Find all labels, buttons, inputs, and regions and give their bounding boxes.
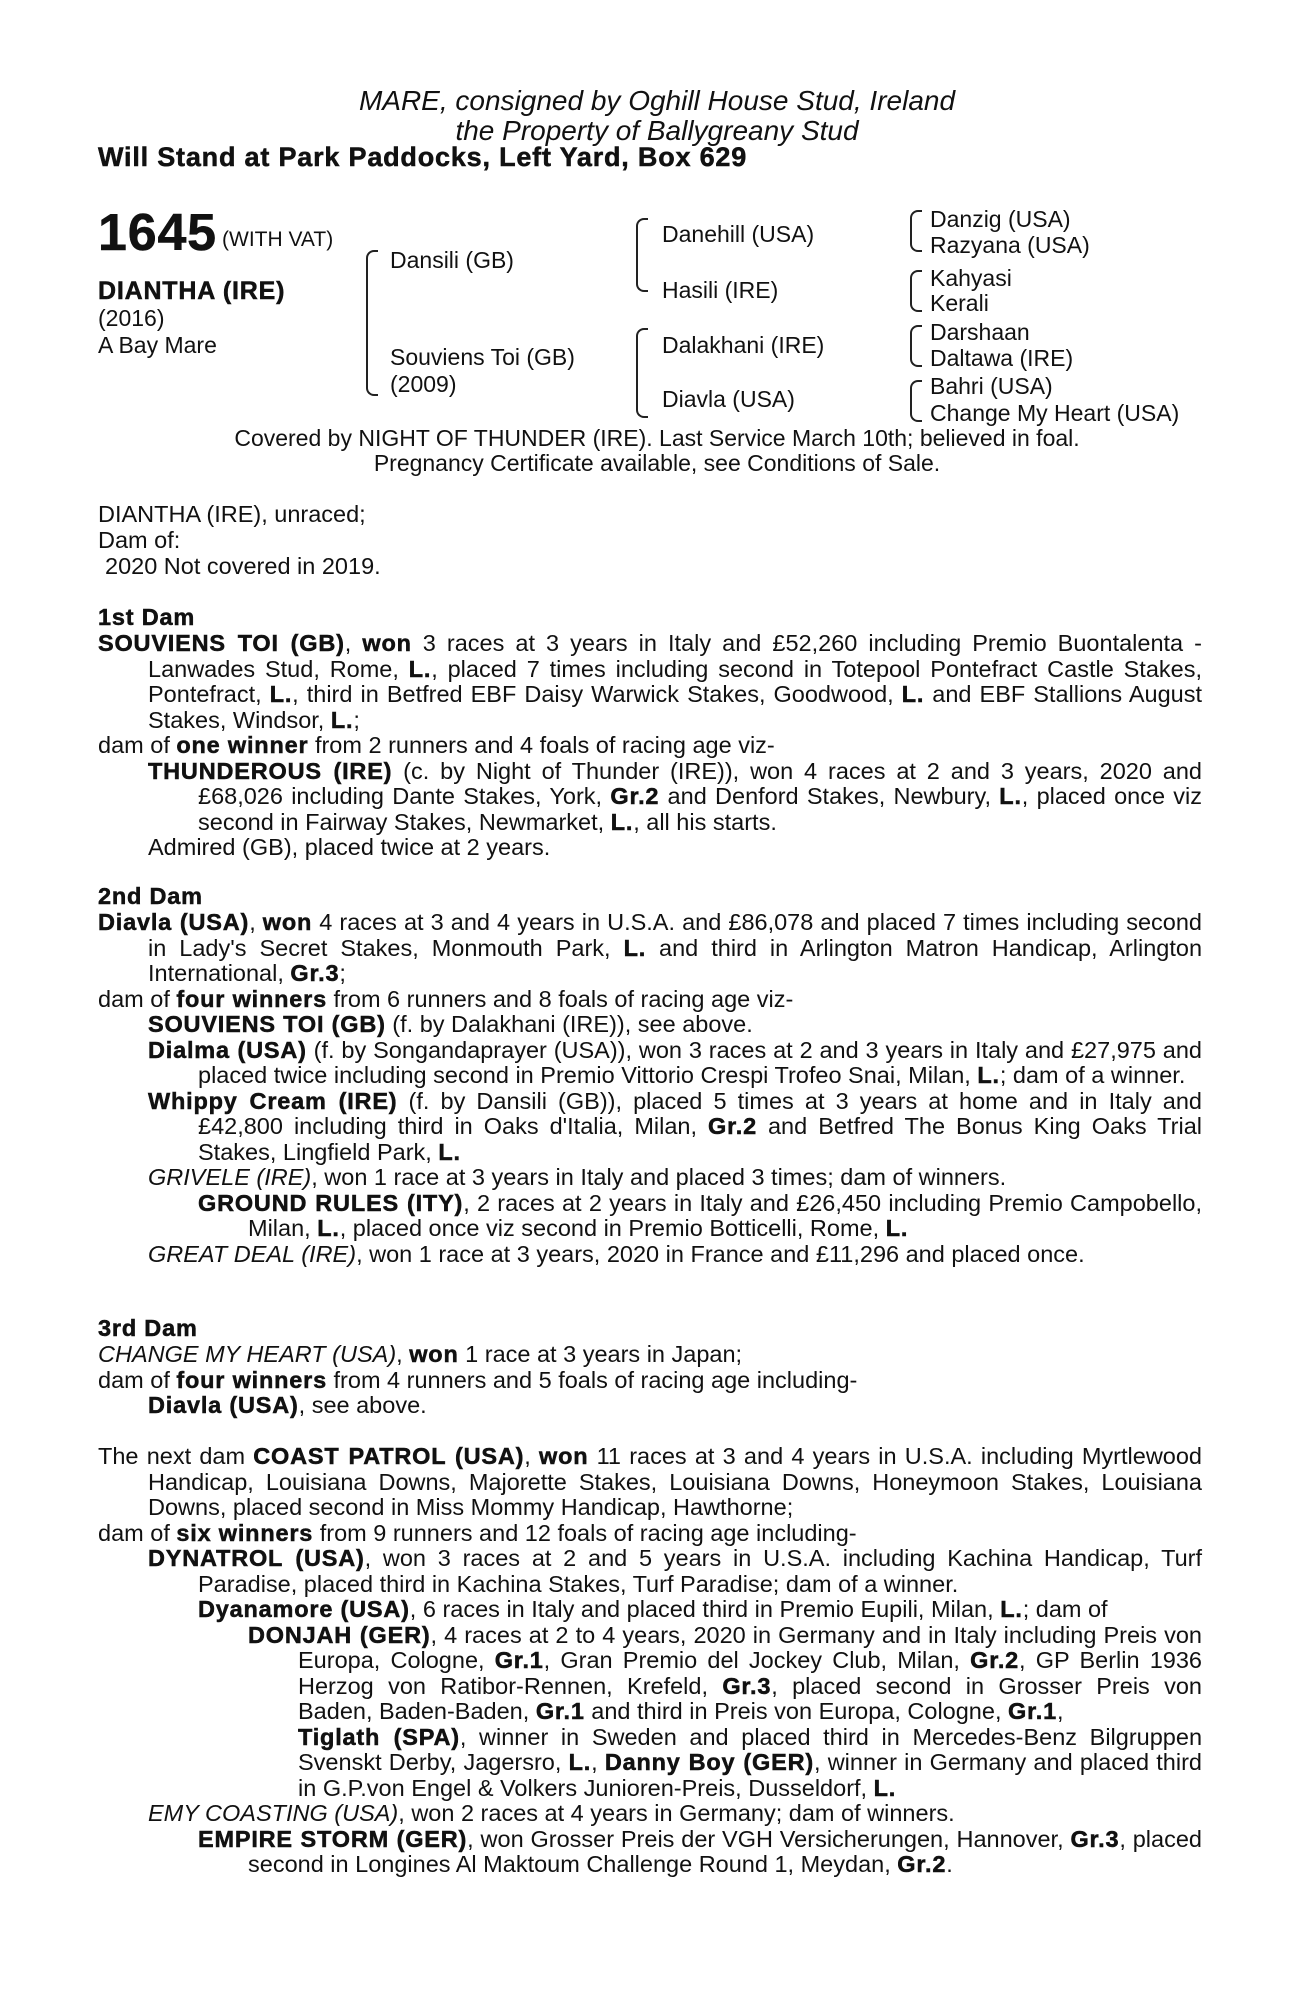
mare-status: DIANTHA (IRE), unraced; xyxy=(98,501,366,527)
pedigree-brace-ggp2 xyxy=(910,270,922,312)
great-grandparent: Razyana (USA) xyxy=(930,232,1090,258)
won-label: won xyxy=(409,1341,459,1367)
record-text: , xyxy=(591,1749,605,1775)
great-grandparent: Darshaan xyxy=(930,319,1030,345)
produce-entry xyxy=(98,1165,1202,1191)
record-text: , placed second in Grosser Preis von Baden, Baden-Baden, xyxy=(298,1672,1202,1724)
first-dam-record: SOUVIENS TOI (GB), won 3 races at 3 years in Italy and £52,260 including Premio Buontalenta - Lanwades Stud, Rome, L., placed 7 times including second in Totepool Pontefract Castle Stakes, Pontefract, L., third in Betfred EBF Daisy Warwick Stakes, Goodwood, L. and EBF Stallions August Stakes, Windsor, L.; xyxy=(98,630,1202,733)
produce-entry xyxy=(98,1801,1202,1827)
pedigree-brace-main xyxy=(366,250,378,396)
listed-label: L. xyxy=(568,1749,592,1775)
summary-text: dam of xyxy=(98,732,177,758)
listed-label: L. xyxy=(610,808,634,835)
pedigree-brace-ggp4 xyxy=(910,380,922,422)
summary-text: from 6 runners and 8 foals of racing age viz- xyxy=(327,985,794,1012)
pedigree-brace-ggp3 xyxy=(910,325,922,367)
produce-name: DONJAH (GER) xyxy=(248,1621,431,1648)
sire-sire: Danehill (USA) xyxy=(662,221,815,247)
third-dam-heading: 3rd Dam xyxy=(98,1315,198,1341)
summary-text: dam of xyxy=(98,1366,177,1393)
record-text: . xyxy=(946,1851,953,1877)
listed-label: L. xyxy=(623,934,647,961)
first-dam-heading: 1st Dam xyxy=(98,604,196,630)
record-text: , won 1 race at 3 years in Italy and placed 3 times; dam of winners. xyxy=(311,1164,1007,1190)
listed-label: L. xyxy=(885,1215,909,1241)
produce-name: Dialma (USA) xyxy=(148,1036,307,1063)
second-dam-name: Diavla (USA) xyxy=(98,909,250,935)
produce-name: GREAT DEAL (IRE) xyxy=(148,1240,357,1267)
record-text: ; dam of xyxy=(1022,1596,1108,1622)
record-text: , winner in Germany and placed third in G.P.von Engel & Volkers Junioren-Preis, Dusseldorf, xyxy=(298,1749,1202,1801)
separator: , xyxy=(524,1443,539,1469)
listed-label: L. xyxy=(977,1062,1000,1088)
winner-count: one winner xyxy=(176,732,309,758)
listed-label: L. xyxy=(999,783,1022,809)
group-label: Gr.3 xyxy=(1070,1825,1120,1852)
dam: Souviens Toi (GB) xyxy=(390,344,575,370)
grand-produce-entry xyxy=(98,1191,1202,1242)
covering-info: Covered by NIGHT OF THUNDER (IRE). Last Service March 10th; believed in foal. xyxy=(234,425,1080,451)
summary-text: dam of xyxy=(98,1519,177,1546)
record-text: , won 3 races at 2 and 5 years in U.S.A. including Kachina Handicap, Turf Paradise, placed third in Kachina Stakes, Turf Paradise; dam of a winner. xyxy=(198,1545,1202,1597)
second-dam-record: Diavla (USA), won 4 races at 3 and 4 years in U.S.A. and £86,078 and placed 7 times including second in Lady's Secret Stakes, Monmouth Park, L. and third in Arlington Matron Handicap, Arlington International, Gr.3; xyxy=(98,909,1203,986)
first-dam-section xyxy=(98,631,1202,861)
dam-dam: Diavla (USA) xyxy=(662,386,795,412)
great-grandparent: Bahri (USA) xyxy=(930,373,1053,399)
listed-label: L. xyxy=(438,1138,461,1165)
record-text: , third in Betfred EBF Daisy Warwick Stakes, Goodwood, xyxy=(292,681,902,707)
record-text: The next dam xyxy=(98,1443,254,1469)
listed-label: L. xyxy=(873,1774,897,1801)
produce-name: GROUND RULES (ITY) xyxy=(198,1189,464,1216)
record-text: , 4 races at 2 to 4 years, 2020 in Germany and in Italy including Preis von Europa, Cologne, xyxy=(298,1621,1203,1673)
record-text: , xyxy=(1056,1698,1064,1724)
group-label: Gr.2 xyxy=(897,1851,947,1877)
record-text: , won Grosser Preis der VGH Versicherungen, Hannover, xyxy=(467,1825,1071,1852)
group-label: Gr.2 xyxy=(970,1647,1020,1673)
produce-name: Whippy Cream (IRE) xyxy=(148,1087,398,1114)
first-dam-name: SOUVIENS TOI (GB) xyxy=(98,630,345,656)
record-text: 1 race at 3 years in Japan; xyxy=(458,1341,743,1367)
record-text: ; dam of a winner. xyxy=(999,1062,1186,1088)
grand-produce-entry xyxy=(98,1623,1202,1802)
vat-label: (WITH VAT) xyxy=(222,228,334,251)
pedigree-brace-sire xyxy=(636,218,648,292)
record-text: , won 1 race at 3 years, 2020 in France and £11,296 and placed once. xyxy=(356,1240,1085,1267)
winner-count: six winners xyxy=(176,1519,314,1546)
next-dam-record xyxy=(98,1444,1202,1521)
horse-name: DIANTHA (IRE) xyxy=(98,277,286,305)
summary-text: dam of xyxy=(98,985,177,1012)
summary-text: from 2 runners and 4 foals of racing age viz- xyxy=(308,732,775,758)
dam-sire: Dalakhani (IRE) xyxy=(662,332,825,358)
record-text: (f. by Dalakhani (IRE)), see above. xyxy=(385,1011,753,1037)
produce-name: Diavla (USA) xyxy=(148,1392,299,1418)
produce-entry xyxy=(98,1393,1202,1419)
record-text: , placed 7 times including second in Totepool Pontefract Castle Stakes, Pontefract, xyxy=(148,655,1202,707)
summary-text: from 4 runners and 5 foals of racing age including- xyxy=(327,1366,858,1393)
summary-text: from 9 runners and 12 foals of racing age including- xyxy=(313,1519,857,1546)
produce-name: THUNDEROUS (IRE) xyxy=(148,757,393,784)
produce-name: EMPIRE STORM (GER) xyxy=(198,1825,468,1852)
group-label: Gr.2 xyxy=(708,1113,757,1139)
sire: Dansili (GB) xyxy=(390,247,514,273)
separator: , xyxy=(396,1341,410,1367)
great-grandparent: Kerali xyxy=(930,290,989,316)
won-label: won xyxy=(539,1443,589,1469)
listed-label: L. xyxy=(408,655,432,682)
pedigree-brace-ggp1 xyxy=(910,210,922,252)
record-text: , all his starts. xyxy=(633,808,777,835)
third-dam-produce-summary xyxy=(98,1368,1202,1394)
great-grandparent: Change My Heart (USA) xyxy=(930,400,1180,426)
record-text: , see above. xyxy=(298,1392,427,1418)
produce-entry xyxy=(98,1597,1202,1623)
group-label: Gr.1 xyxy=(494,1647,544,1673)
produce-name: DYNATROL (USA) xyxy=(148,1545,365,1571)
great-grandparent: Kahyasi xyxy=(930,265,1012,291)
record-text: , winner in Sweden and placed third in Mercedes-Benz Bilgruppen Svenskt Derby, Jagersro, xyxy=(298,1723,1203,1775)
foaling-year: (2016) xyxy=(98,305,165,331)
record-text: , 6 races in Italy and placed third in Premio Eupili, Milan, xyxy=(409,1596,1001,1622)
record-text: ; xyxy=(353,706,360,733)
third-dam-section xyxy=(98,1342,1202,1419)
record-text: , GP Berlin 1936 Herzog von Ratibor-Rennen, Krefeld, xyxy=(298,1647,1202,1699)
record-text: , placed once viz second in Fairway Stakes, Newmarket, xyxy=(198,783,1203,835)
record-text: (f. by Dansili (GB)), placed 5 times at 3 years at home and in Italy and £42,800 including third in Oaks d'Italia, Milan, xyxy=(198,1087,1202,1139)
produce-name: Danny Boy (GER) xyxy=(604,1749,814,1775)
group-label: Gr.1 xyxy=(1008,1698,1057,1724)
produce-entry xyxy=(98,1546,1202,1597)
listed-label: L. xyxy=(317,1215,340,1241)
next-dam-produce-summary xyxy=(98,1521,1202,1547)
record-text: and third in Arlington Matron Handicap, Arlington International, xyxy=(148,934,1203,986)
group-label: Gr.1 xyxy=(535,1698,585,1724)
produce-entry xyxy=(98,759,1202,836)
record-text: 11 races at 3 and 4 years in U.S.A. including Myrtlewood Handicap, Louisiana Downs, Majorette Stakes, Louisiana Downs, Honeymoon Stakes, Louisiana Downs, placed second in Miss Mommy Handicap, Hawthorne; xyxy=(148,1443,1203,1520)
next-dam-section xyxy=(98,1444,1202,1878)
record-text: , placed once viz second in Premio Botticelli, Rome, xyxy=(339,1215,886,1241)
listed-label: L. xyxy=(1000,1596,1023,1622)
pregnancy-certificate: Pregnancy Certificate available, see Conditions of Sale. xyxy=(373,450,941,476)
second-dam-produce-summary xyxy=(98,987,1202,1013)
record-text: and Betfred The Bonus King Oaks Trial Stakes, Lingfield Park, xyxy=(198,1113,1202,1165)
horse-description: A Bay Mare xyxy=(98,332,217,358)
great-grandparent: Daltawa (IRE) xyxy=(930,345,1074,371)
produce-entry xyxy=(98,1038,1202,1089)
record-text: , 2 races at 2 years in Italy and £26,450 including Premio Campobello, Milan, xyxy=(248,1189,1202,1241)
record-text: and EBF Stallions August Stakes, Windsor, xyxy=(148,681,1202,733)
produce-record: 2020 Not covered in 2019. xyxy=(105,553,381,579)
record-text: 4 races at 3 and 4 years in U.S.A. and £86,078 and placed 7 times including second in Lady's Secret Stakes, Monmouth Park, xyxy=(148,909,1202,961)
winner-count: four winners xyxy=(176,985,327,1012)
first-dam-produce-summary xyxy=(98,733,1202,759)
pedigree-brace-dam xyxy=(636,328,648,418)
consignor-line: MARE, consigned by Oghill House Stud, Ireland xyxy=(358,85,956,116)
winner-count: four winners xyxy=(176,1366,327,1393)
produce-name: SOUVIENS TOI (GB) xyxy=(148,1011,386,1037)
produce-name: EMY COASTING (USA) xyxy=(148,1800,399,1826)
dam-year: (2009) xyxy=(390,371,457,397)
group-label: Gr.2 xyxy=(610,783,660,809)
sire-dam: Hasili (IRE) xyxy=(662,277,779,303)
record-text: (f. by Songandaprayer (USA)), won 3 races at 2 and 3 years in Italy and £27,975 and placed twice including second in Premio Vittorio Crespi Trofeo Snai, Milan, xyxy=(198,1036,1202,1088)
record-text: 3 races at 3 years in Italy and £52,260 including Premio Buontalenta - Lanwades Stud, Rome, xyxy=(148,630,1202,682)
produce-entry xyxy=(98,1089,1202,1166)
listed-label: L. xyxy=(901,681,925,707)
property-line: the Property of Ballygreany Stud xyxy=(455,115,859,146)
record-text: , placed second in Longines Al Maktoum Challenge Round 1, Meydan, xyxy=(248,1825,1202,1877)
listed-label: L. xyxy=(330,706,354,733)
great-grandparent: Danzig (USA) xyxy=(930,206,1071,232)
won-label: won xyxy=(362,630,412,656)
produce-name: Tiglath (SPA) xyxy=(298,1723,460,1750)
grand-produce-entry xyxy=(98,1827,1202,1878)
record-text: and Denford Stakes, Newbury, xyxy=(659,783,1000,809)
produce-entry: Admired (GB), placed twice at 2 years. xyxy=(148,834,551,860)
won-label: won xyxy=(262,909,313,935)
listed-label: L. xyxy=(269,681,293,707)
produce-entry xyxy=(98,1242,1202,1268)
record-text: , Gran Premio del Jockey Club, Milan, xyxy=(543,1647,971,1673)
group-label: Gr.3 xyxy=(290,960,340,986)
third-dam-record xyxy=(98,1342,1202,1368)
produce-entry xyxy=(98,1012,1202,1038)
record-text: , won 2 races at 4 years in Germany; dam of winners. xyxy=(398,1800,955,1826)
record-text: ; xyxy=(339,960,346,986)
next-dam-name: COAST PATROL (USA) xyxy=(253,1443,525,1469)
record-text: (c. by Night of Thunder (IRE)), won 4 races at 2 and 3 years, 2020 and £68,026 including Dante Stakes, York, xyxy=(198,757,1202,809)
group-label: Gr.3 xyxy=(722,1672,772,1699)
stand-location: Will Stand at Park Paddocks, Left Yard, Box 629 xyxy=(98,142,748,172)
produce-name: GRIVELE (IRE) xyxy=(148,1164,312,1190)
record-text: and third in Preis von Europa, Cologne, xyxy=(584,1698,1009,1724)
dam-of-label: Dam of: xyxy=(98,527,181,553)
second-dam-heading: 2nd Dam xyxy=(98,883,203,909)
produce-name: Dyanamore (USA) xyxy=(198,1596,410,1622)
third-dam-name: CHANGE MY HEART (USA) xyxy=(98,1341,397,1367)
second-dam-section xyxy=(98,910,1202,1267)
lot-number: 1645 xyxy=(98,204,217,262)
